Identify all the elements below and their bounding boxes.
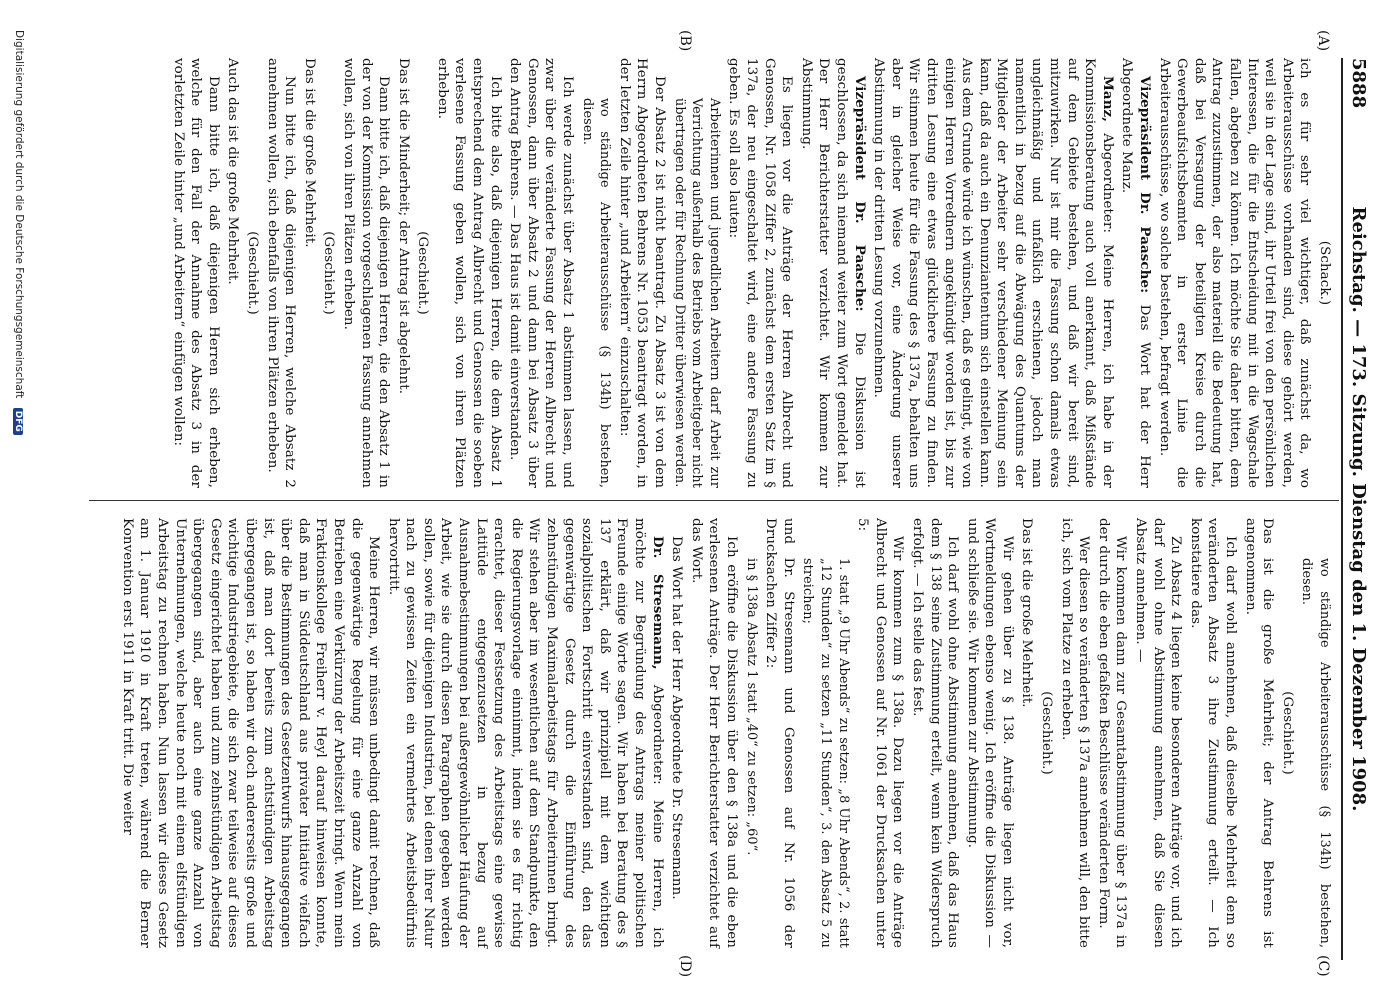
paragraph-text: Das Wort hat der Herr Abgeordnete Manz. [1119, 58, 1153, 488]
paragraph [797, 58, 867, 488]
paragraph [394, 58, 412, 488]
paragraph [300, 58, 318, 488]
page-number: 5888 [1348, 58, 1369, 109]
paragraph [506, 58, 576, 488]
paragraph-text: und Dr. Stresemann und Genossen auf Nr. 1056 der Drucksachen Ziffer 2: [763, 518, 796, 948]
paragraph [263, 58, 298, 488]
right-column [116, 518, 1333, 948]
paragraph-text: Dann bitte ich, daß diejenigen Herren sich erheben, welche für den Fall der Annahme des Absatz 3 in der vorletzten Zeile hinter „und Arbeitern“ einfügen wollen: [170, 58, 221, 488]
paragraph-text: (Geschieht.) [1039, 691, 1055, 775]
paragraph [854, 518, 907, 948]
paragraph [799, 558, 852, 948]
paragraph [1131, 518, 1184, 948]
paragraph-text: Es liegen vor die Anträge der Herren Albrecht und Genossen, Nr. 1058 Ziffer 2, zunächst dem ersten Satz im § 137a, der neu eingeschaltet wird, eine andere Fassung zu geben. Es soll also lauten: [726, 58, 795, 488]
speaker-name: Vizepräsident Dr. Paasche: [1137, 76, 1154, 294]
paragraph [687, 518, 740, 948]
paragraph [320, 58, 338, 488]
column-divider [89, 500, 1339, 501]
paragraph-text: Wir gehen über zu § 138. Anträge liegen nicht vor, Wortmeldungen ebenso wenig. Ich eröffne die Diskussion — und schließe sie. Wir kommen zur Abstimmung. [964, 518, 1015, 948]
paragraph [169, 58, 222, 488]
paragraph-text: Ich bitte also, daß diejenigen Herren, die dem Absatz 1 entsprechend dem Antrag Albrecht und Genossen die soeben verlesene Fassung geben wollen, sich von ihren Plätzen erheben. [434, 58, 503, 488]
paragraph [1155, 58, 1313, 488]
paragraph-text: 1. statt „9 Uhr Abends“ zu setzen: „8 Uhr Abends“, 2. statt „12 Stunden“ zu setzen „11 Stunden“, 3. den Absatz 5 zu streichen; [800, 558, 851, 948]
paragraph [578, 98, 613, 488]
paragraph [670, 98, 723, 488]
paragraph-text: (Geschieht.) [244, 231, 260, 315]
paragraph [742, 558, 760, 948]
paragraph [1094, 518, 1129, 948]
paragraph-text: Das ist die große Mehrheit. [1019, 518, 1035, 708]
dfg-logo: DFG [13, 408, 23, 435]
margin-marker-a: (A) [1315, 30, 1331, 52]
paragraph-text: Wir kommen zum § 138a. Dazu liegen vor die Anträge Albrecht und Genossen auf Nr. 1061 der Drucksachen unter 5: [855, 518, 906, 948]
paragraph [963, 518, 1016, 948]
paragraph [433, 58, 503, 488]
margin-marker-c: (C) [1315, 955, 1331, 977]
paragraph [1278, 518, 1296, 948]
paragraph-text: Wir kommen dann zur Gesamtabstimmung über § 137a in der durch die eben gefaßten Beschlüsse veränderten Form. [1095, 518, 1129, 948]
speaker-name: Manz, [1099, 76, 1116, 123]
paragraph [118, 518, 382, 948]
page-title: Reichstag. — 173. Sitzung. Dienstag den 1. Dezember 1908. [1348, 206, 1369, 812]
paragraph [414, 58, 432, 488]
paragraph-text: Das ist die große Mehrheit; der Antrag Behrens ist angenommen. [1242, 518, 1276, 948]
paragraph [870, 58, 1116, 488]
paragraph [243, 58, 261, 488]
paragraph [762, 518, 797, 948]
paragraph-text: Der Absatz 2 ist nicht beantragt. Zu Absatz 3 ist von dem Herrn Abgeordneten Behrens Nr. 1053 beantragt worden, in der letzten Zeile hinter „und Arbeitern“ einzuschalten: [616, 58, 668, 488]
margin-marker-d: (D) [677, 955, 693, 978]
paragraph-text: in § 138a Absatz 1 statt „40“ zu setzen: „60“. [743, 558, 759, 856]
footer-text: Digitalisierung gefördert durch die Deutsche Forschungsgemeinschaft [13, 30, 25, 399]
page-header [1341, 58, 1375, 960]
paragraph-text: Abgeordneter: Meine Herren, ich habe in der Kommissionsberatung auch voll anerkannt, daß Mißstände auf dem Gebiete bestehen, und daß wir bereit sind, mitzuwirken. Nur ist mir die Fassung schon damals etwas ungleichmäßig und unfaßlich erschienen, jedoch man namentlich in bezug auf die Abwägung des Quantums der Mitglieder der Arbeiter sehr verschiedener Meinung sein kann, daß da auch ein Denunziantentum sich einstellen kann. Aus dem Grunde würde ich wünschen, daß es gelingt, wie von einigen Herren Vorrednern angekündigt worden ist, bis zur dritten Lesung eine etwas glücklichere Fassung zu finden. Wir stimmen heute für die Fassung des § 137a, behalten uns aber in gleicher Weise vor, eine Änderung unserer Abstimmung in der dritten Lesung vorzunehmen. [871, 58, 1115, 488]
header-rule [1341, 58, 1343, 960]
paragraph [384, 518, 666, 948]
speaker-name: Vizepräsident Dr. Paasche: [851, 76, 868, 312]
digitization-note [13, 30, 25, 960]
paragraph-text: Nun bitte ich, daß diejenigen Herren, welche Absatz 2 annehmen wollen, sich ebenfalls von ihren Plätzen erheben. [264, 58, 298, 488]
paragraph [1186, 518, 1239, 948]
paragraph [1018, 518, 1036, 948]
paragraph-text: Zu Absatz 4 liegen keine besonderen Anträge vor, und ich darf wohl ohne Abstimmung annehmen, daß Sie diesen Absatz annehmen. — [1133, 518, 1184, 948]
left-column [167, 58, 1333, 488]
paragraph-text: Ich eröffne die Diskussion über den § 138a und die eben verlesenen Anträge. Der Herr Berichterstatter verzichtet auf das Wort. [688, 518, 739, 948]
paragraph-text: Wer diesen so veränderten § 137a annehmen will, den bitte ich, sich vom Platze zu erheben. [1058, 518, 1092, 948]
paragraph-text: Das Wort hat der Herr Abgeordnete Dr. Stresemann. [669, 536, 685, 900]
paragraph-text: wo ständige Arbeiterausschüsse (§ 134h) bestehen, diesen. [579, 98, 613, 488]
paragraph [1118, 58, 1153, 488]
paragraph-text: Die Diskussion ist geschlossen, da sich niemand weiter zum Wort gemeldet hat. Der Herr Berichterstatter verzichtet. Wir kommen zur Abstimmung. [798, 58, 867, 488]
paragraph [1298, 558, 1333, 948]
paragraph [668, 518, 686, 948]
paragraph-text: (Geschieht.) [415, 231, 431, 315]
paragraph [1315, 58, 1333, 488]
paragraph-text: Meine Herren, wir müssen unbedingt damit rechnen, daß die gegenwärtige Regelung für eine ganze Anzahl von Betrieben eine Verkürzung der Arbeitszeit bringt. Wenn mein Fraktionskollege Freiherr v. Heyl darauf hinweisen konnte, daß man in Süddeutschland aus privater Initiative vielfach über die Bestimmungen des Gesetzentwurfs hinausgegangen ist, daß man dort bereits zum achtstündigen Arbeitstag übergegangen ist, so haben wir doch andererseits große und wichtige Industriegebiete, die sich zwar teilweise auf dieses Gesetz eingerichtet haben und zum zehnstündigen Arbeitstag übergegangen sind, aber auch eine ganze Anzahl von Unternehmungen, welche heute noch mit einem elfstündigen Arbeitstag zu rechnen haben. Nun lassen wir dieses Gesetz am 1. Januar 1910 in Kraft treten, während die Berner Konvention erst 1911 in Kraft tritt. Die weiter [119, 518, 382, 948]
paragraph [224, 58, 242, 488]
paragraph-text: Ich darf wohl ohne Abstimmung annehmen, daß das Haus dem § 138 seine Zustimmung erteilt, wenn kein Widerspruch erfolgt. — Ich stelle das fest. [909, 518, 961, 948]
paragraph-text: Ich darf wohl annehmen, daß dieselbe Mehrheit dem so veränderten Absatz 3 ihre Zustimmung erteilt. — Ich konstatiere das. [1187, 518, 1239, 948]
paragraph-text: Ich werde zunächst über Absatz 1 abstimmen lassen, und zwar über die veränderte Fassung der Herren Albrecht und Genossen, dann über Absatz 2 und dann bei Absatz 3 über den Antrag Behrens. — Das Haus ist damit einverstanden. [507, 58, 576, 488]
paragraph-text: (Geschieht.) [321, 231, 337, 315]
paragraph [615, 58, 668, 488]
paragraph-text: Das ist die Minderheit; der Antrag ist abgelehnt. [395, 58, 411, 395]
paragraph [1038, 518, 1056, 948]
paragraph [1241, 518, 1276, 948]
paragraph-text: ich es für sehr viel wichtiger, daß zunächst da, wo Arbeiterausschüsse vorhanden sind, diese gehört werden, weil sie in der Lage sind, ihr Urteil frei von den persönlichen Interessen, die für die Entscheidung mit in die Wagschale fallen, abgeben zu können. Ich möchte Sie daher bitten, dem Antrag zuzustimmen, der also materiell die Bedeutung hat, daß bei Versagung der beteiligten Kreise durch die Gewerbeaufsichtsbeamten in erster Linie die Arbeiterausschüsse, wo solche bestehen, befragt werden. [1156, 58, 1313, 488]
paragraph-text: (Geschieht.) [1279, 691, 1295, 775]
paragraph-text: Abgeordneter: Meine Herren, ich möchte zur Begründung des Antrags meiner politischen Freunde einige Worte sagen. Wir haben bei Beratung des § 137 erklärt, daß wir prinzipiell mit dem wichtigen sozialpolitischen Fortschritt einverstanden sind, den das gegenwärtige Gesetz durch die Einführung des zehnstündigen Maximalarbeitstags für Arbeiterinnen bringt. Wir stehen aber im wesentlichen auf dem Standpunkte, den die Regierungsvorlage einnimmt, indem sie es für richtig erachtet, dieser Festsetzung des Arbeitstags eine gewisse Latitüde entgegenzusetzen in bezug auf Ausnahmebestimmungen bei außergewöhnlicher Häufung der Arbeit, wie sie durch diesen Paragraphen gegeben werden sollen, sowie für diejenigen Industrien, bei denen ihrer Natur nach zu gewissen Zeiten ein vermehrtes Arbeitsbedürfnis hervortritt. [385, 518, 665, 948]
paragraph [339, 58, 392, 488]
paragraph-text: Dann bitte ich, daß diejenigen Herren, die den Absatz 1 in der von der Kommission vorgeschlagenen Fassung annehmen wollen, sich von ihren Plätzen erheben. [340, 58, 392, 488]
paragraph-text: Das ist die große Mehrheit. [301, 58, 317, 248]
paragraph-text: wo ständige Arbeiterausschüsse (§ 134h) bestehen, diesen. [1299, 558, 1332, 948]
paragraph [725, 58, 795, 488]
speaker-name: Dr. Stresemann, [649, 536, 666, 670]
paragraph-text: Auch das ist die große Mehrheit. [225, 58, 241, 285]
paragraph-text: (Schack.) [1317, 240, 1332, 306]
paragraph-text: Arbeiterinnen und jugendlichen Arbeitern darf Arbeit zur Verrichtung außerhalb des Betriebs vom Arbeitgeber nicht übertragen oder für Rechnung Dritter überwiesen werden. [671, 98, 722, 488]
paragraph [908, 518, 961, 948]
margin-marker-b: (B) [677, 30, 693, 52]
paragraph [1057, 518, 1092, 948]
